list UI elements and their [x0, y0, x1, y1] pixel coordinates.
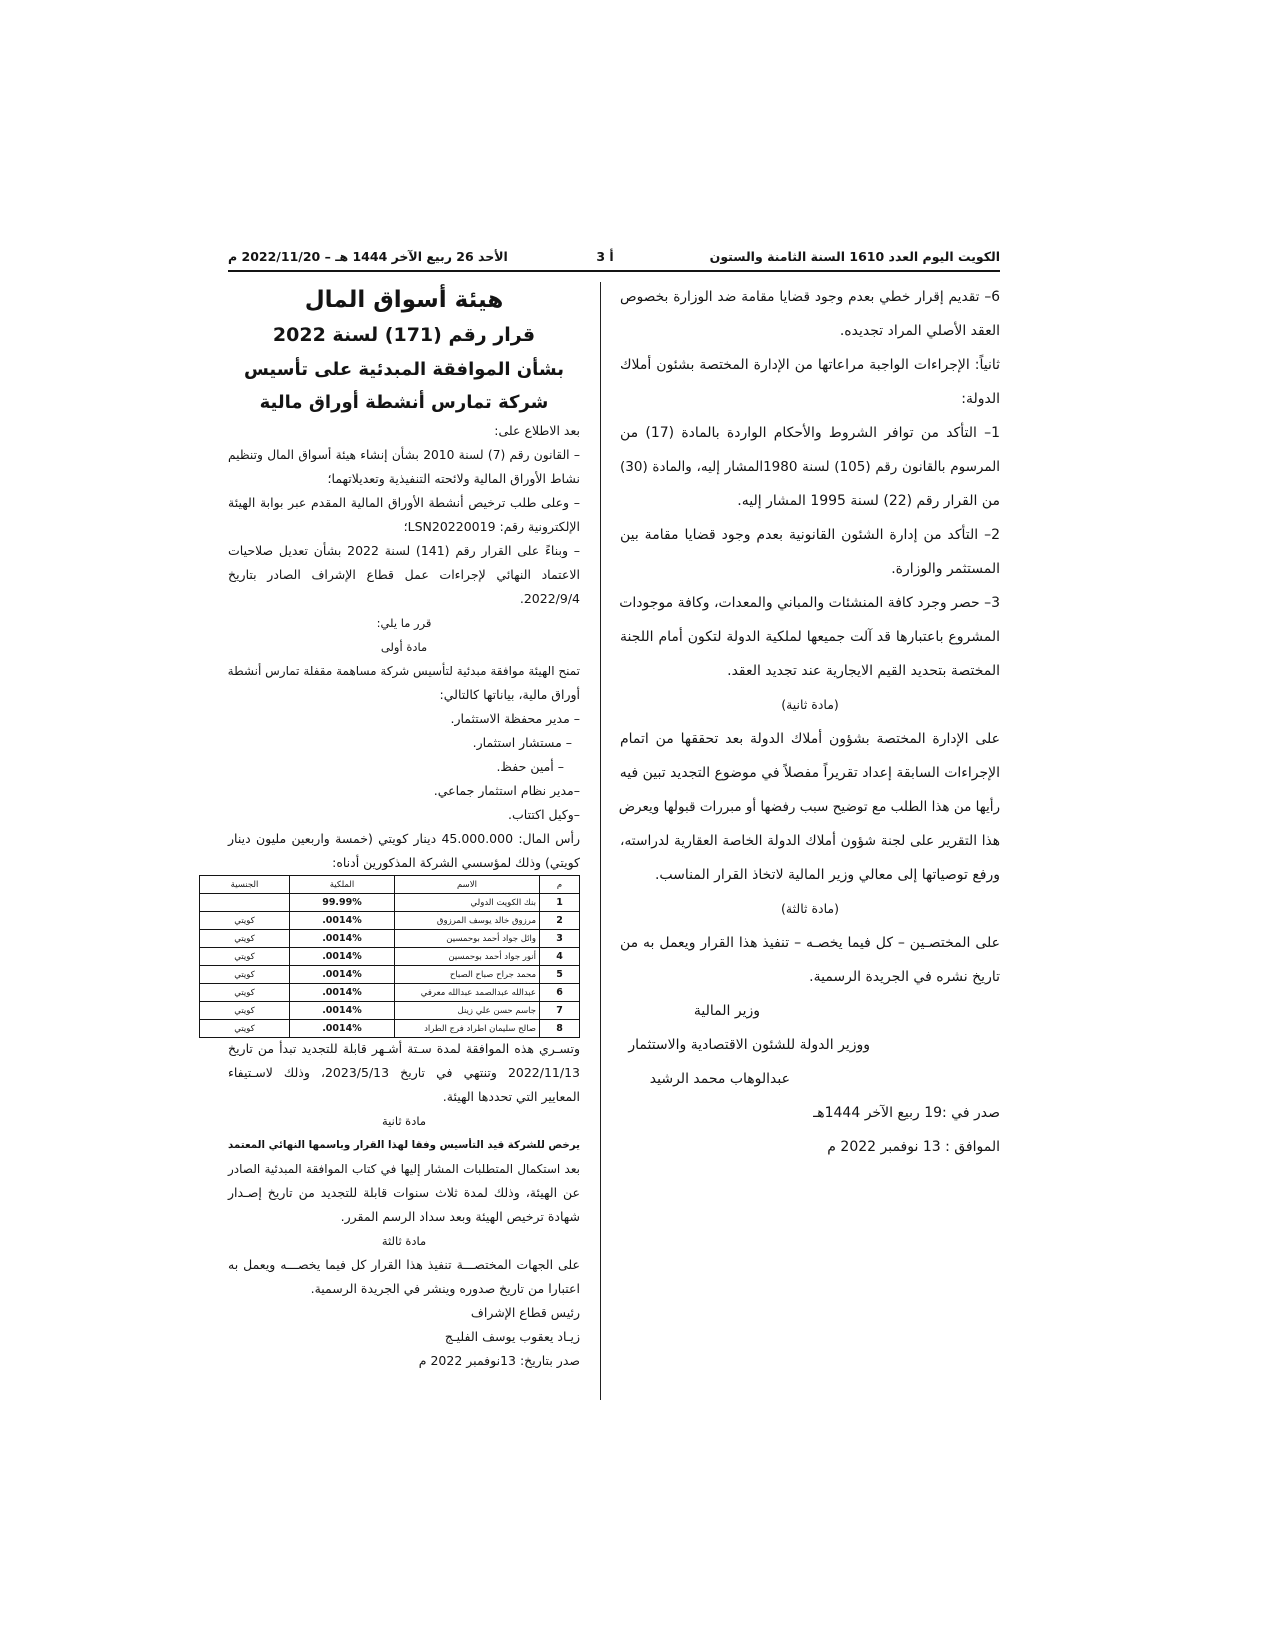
body-line: اعتبارا من تاريخ صدوره وينشر في الجريدة الرسمية. — [310, 1281, 580, 1296]
body-line: على المختصـين – كل فيما يخصـه – تنفيذ هذا القرار ويعمل به من — [620, 935, 1000, 951]
page-number: أ 3 — [596, 249, 614, 264]
row-number: 7 — [540, 1002, 580, 1020]
ownership-share: .0014% — [290, 1020, 395, 1038]
founder-name: وائل جواد أحمد بوحمسين — [395, 930, 540, 948]
row-number: 4 — [540, 948, 580, 966]
article-heading: مادة ثانية — [381, 1114, 426, 1128]
founder-name: عبدالله عبدالصمد عبدالله معرفي — [395, 984, 540, 1002]
body-line: المستثمر والوزارة. — [891, 561, 1000, 577]
nationality: كويتي — [200, 984, 290, 1002]
signatory-title: رئيس قطاع الإشراف — [470, 1305, 580, 1320]
ownership-share: .0014% — [290, 984, 395, 1002]
column-header: الملكية — [290, 876, 395, 894]
founder-name: صالح سليمان اطراد فرج الطراد — [395, 1020, 540, 1038]
body-line: تاريخ نشره في الجريدة الرسمية. — [809, 969, 1000, 985]
row-number: 2 — [540, 912, 580, 930]
body-line: على الجهات المختصـــة تنفيذ هذا القرار كل فيما يخصـــه ويعمل به — [228, 1257, 580, 1272]
decision-subject: بشأن الموافقة المبدئية على تأسيس — [243, 359, 564, 380]
nationality: كويتي — [200, 966, 290, 984]
body-line: يرخص للشركة قيد التأسيس وفقا لهذا القرار وباسمها النهائي المعتمد — [228, 1139, 580, 1151]
body-line: 1– التأكد من توافر الشروط والأحكام الواردة بالمادة (17) من — [620, 425, 1001, 441]
table-row — [200, 1002, 580, 1020]
table-row — [200, 912, 580, 930]
table-row — [200, 930, 580, 948]
signatory-title: ووزير الدولة للشئون الاقتصادية والاستثمار — [628, 1037, 870, 1053]
body-line: بعد الاطلاع على: — [494, 423, 580, 438]
body-line: 2– التأكد من إدارة الشئون القانونية بعدم وجود قضايا مقامة بين — [620, 527, 1000, 543]
row-number: 1 — [540, 894, 580, 912]
body-line: 2022/11/13 وتنتهي في تاريخ 2023/5/13، وذلك لاسـتيفاء — [228, 1065, 580, 1080]
ownership-share: .0014% — [290, 1002, 395, 1020]
body-line: الاعتماد النهائي لإجراءات عمل قطاع الإشراف الصادر بتاريخ — [228, 567, 580, 582]
body-line: 3– حصر وجرد كافة المنشئات والمباني والمعدات، وكافة موجودات — [619, 595, 1000, 611]
body-line: هذا التقرير على لجنة شؤون أملاك الدولة الخاصة العقارية لدراسته، — [620, 833, 1000, 849]
article-heading: (مادة ثانية) — [781, 697, 839, 712]
body-line: – وبناءً على القرار رقم (141) لسنة 2022 بشأن تعديل صلاحيات — [228, 543, 581, 558]
founders-table — [199, 875, 580, 1038]
table-row — [200, 1020, 580, 1038]
ownership-share: .0014% — [290, 966, 395, 984]
founders-table-wrapper — [200, 875, 580, 1037]
body-line: الإجراءات السابقة إعداد تقريراً مفصلاً في موضوع التجديد تبين فيه — [619, 765, 1000, 781]
list-item: – مستشار استثمار. — [472, 735, 572, 750]
issue-date: الأحد 26 ربيع الآخر 1444 هـ – 2022/11/20 م — [228, 249, 508, 264]
decision-subject: شركة تمارس أنشطة أوراق مالية — [259, 392, 549, 413]
ownership-share: .0014% — [290, 948, 395, 966]
body-line: 2022/9/4. — [519, 591, 580, 606]
table-row — [200, 966, 580, 984]
ownership-share: .0014% — [290, 930, 395, 948]
body-line: رأيها من هذا الطلب مع توضيح سبب رفضها أو مبررات قبولها ويعرض — [618, 799, 1000, 815]
body-line: المعايير التي تحددها الهيئة. — [442, 1089, 580, 1104]
body-line: الإلكترونية رقم: LSN20220019؛ — [403, 519, 580, 534]
founder-name: محمد جراح صباح الصباح — [395, 966, 540, 984]
page-header — [228, 244, 1000, 272]
founder-name: مرزوق خالد يوسف المرزوق — [395, 912, 540, 930]
founder-name: جاسم حسن علي زينل — [395, 1002, 540, 1020]
body-line: تمنح الهيئة موافقة مبدئية لتأسيس شركة مساهمة مقفلة تمارس أنشطة — [227, 664, 580, 678]
body-line: – القانون رقم (7) لسنة 2010 بشأن إنشاء هيئة أسواق المال وتنظيم — [228, 448, 581, 462]
signatory-name: زيـاد يعقوب يوسف الفليـج — [444, 1329, 580, 1344]
ownership-share: 99.99% — [290, 894, 395, 912]
body-line: على الإدارة المختصة بشؤون أملاك الدولة بعد تحققها من اتمام — [620, 731, 1000, 747]
column-header: الاسم — [395, 876, 540, 894]
list-item: – أمين حفظ. — [496, 759, 564, 774]
ownership-share: .0014% — [290, 912, 395, 930]
body-line: شهادة ترخيص الهيئة وبعد سداد الرسم المقرر. — [340, 1209, 580, 1224]
article-heading: مادة أولى — [380, 640, 428, 654]
signatory-title: وزير المالية — [693, 1003, 760, 1019]
table-row — [200, 984, 580, 1002]
gazette-issue-info: الكويت اليوم العدد 1610 السنة الثامنة والستون — [709, 249, 1000, 264]
nationality: كويتي — [200, 912, 290, 930]
body-line: ثانياً: الإجراءات الواجبة مراعاتها من الإدارة المختصة بشئون أملاك — [620, 357, 1000, 373]
body-line: – وعلى طلب ترخيص أنشطة الأوراق المالية المقدم عبر بوابة الهيئة — [228, 495, 580, 510]
body-line: بعد استكمال المتطلبات المشار إليها في كتاب الموافقة المبدئية الصادر — [228, 1162, 580, 1176]
list-item: –وكيل اكتتاب. — [508, 807, 580, 822]
nationality: كويتي — [200, 930, 290, 948]
list-item: – مدير محفظة الاستثمار. — [450, 711, 580, 726]
issue-date: صدر بتاريخ: 13نوفمبر 2022 م — [418, 1353, 580, 1368]
nationality: كويتي — [200, 1020, 290, 1038]
nationality: كويتي — [200, 948, 290, 966]
body-line: 6– تقديم إقرار خطي بعدم وجود قضايا مقامة ضد الوزارة بخصوص — [620, 289, 1000, 305]
body-line: من القرار رقم (22) لسنة 1995 المشار إليه. — [737, 493, 1000, 509]
body-line: كويتي) وذلك لمؤسسي الشركة المذكورين أدناه: — [332, 855, 580, 870]
row-number: 5 — [540, 966, 580, 984]
issue-date-hijri: صدر في :19 ربيع الآخر 1444هـ — [813, 1105, 1000, 1121]
founder-name: أنور جواد أحمد بوحمسين — [395, 948, 540, 966]
issue-date-gregorian: الموافق : 13 نوفمبر 2022 م — [827, 1139, 1000, 1155]
resolution-heading: قرر ما يلي: — [376, 616, 432, 630]
body-line: رأس المال: 45.000.000 دينار كويتي (خمسة واربعين مليون دينار — [228, 831, 581, 846]
table-row — [200, 894, 580, 912]
left-column — [228, 282, 580, 1373]
agency-title: هيئة أسواق المال — [304, 287, 504, 313]
list-item: –مدير نظام استثمار جماعي. — [433, 783, 580, 798]
nationality — [200, 894, 290, 912]
body-line: أوراق مالية، بياناتها كالتالي: — [439, 687, 580, 702]
nationality: كويتي — [200, 1002, 290, 1020]
row-number: 8 — [540, 1020, 580, 1038]
decision-number: قرار رقم (171) لسنة 2022 — [272, 324, 536, 346]
body-line: ورفع توصياتها إلى معالي وزير المالية لاتخاذ القرار المناسب. — [654, 867, 1000, 883]
signatory-name: عبدالوهاب محمد الرشيد — [649, 1071, 790, 1087]
body-line: المشروع باعتبارها قد آلت جميعها لملكية الدولة لتكون أمام اللجنة — [620, 629, 1000, 645]
body-line: المرسوم بالقانون رقم (105) لسنة 1980المشار إليه، والمادة (30) — [620, 459, 1000, 475]
body-line: وتسـري هذه الموافقة لمدة سـتة أشـهر قابلة للتجديد تبدأ من تاريخ — [228, 1041, 580, 1056]
table-header-row — [200, 876, 580, 894]
body-line: عن الهيئة، وذلك لمدة ثلاث سنوات قابلة للتجديد من تاريخ إصـدار — [228, 1185, 580, 1200]
founder-name: بنك الكويت الدولي — [395, 894, 540, 912]
article-heading: مادة ثالثة — [381, 1234, 427, 1248]
column-header: م — [540, 876, 580, 894]
column-divider — [600, 282, 601, 1400]
row-number: 3 — [540, 930, 580, 948]
column-header: الجنسية — [200, 876, 290, 894]
row-number: 6 — [540, 984, 580, 1002]
body-line: الدولة: — [961, 391, 1000, 407]
table-row — [200, 948, 580, 966]
right-column — [620, 280, 1000, 1164]
body-line: العقد الأصلي المراد تجديده. — [839, 323, 1000, 339]
article-heading: (مادة ثالثة) — [781, 901, 839, 916]
body-line: نشاط الأوراق المالية ولائحته التنفيذية وتعديلاتهما؛ — [327, 471, 580, 486]
body-line: المختصة بتحديد القيم الايجارية عند تجديد العقد. — [727, 663, 1000, 679]
